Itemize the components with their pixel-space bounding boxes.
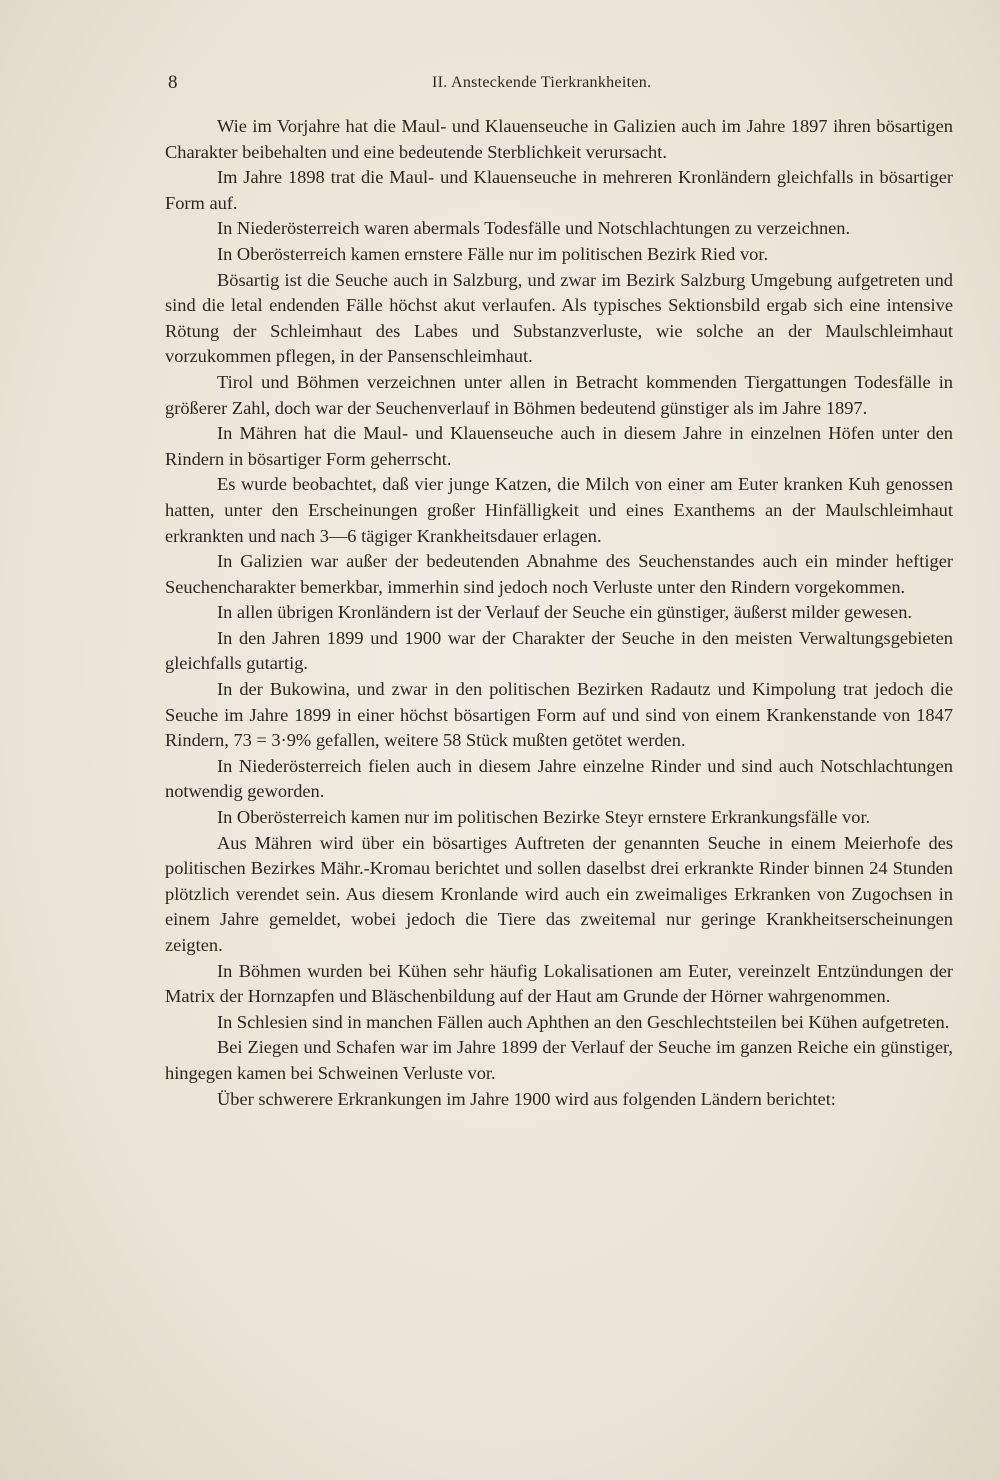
paragraph: In der Bukowina, und zwar in den politischen Bezirken Radautz und Kimpolung trat jedoch die Seuche im Jahre 1899 in einer höchst bösartigen Form auf und sind von einem Krankenstande von 1847 Rindern, 73 = 3·9% gefallen, weitere 58 Stück mußten getötet werden. — [165, 679, 953, 751]
paragraph: In Galizien war außer der bedeutenden Abnahme des Seuchenstandes auch ein minder heftiger Seuchencharakter bemerkbar, immerhin sind jedoch noch Verluste unter den Rindern vorgekommen. — [165, 551, 953, 597]
paragraph: In Schlesien sind in manchen Fällen auch Aphthen an den Geschlechtsteilen bei Kühen aufgetreten. — [217, 1011, 950, 1032]
paragraph: In Mähren hat die Maul- und Klauenseuche auch in diesem Jahre in einzelnen Höfen unter den Rindern in bösartiger Form geherrscht. — [165, 423, 953, 469]
paragraph: Wie im Vorjahre hat die Maul- und Klauenseuche in Galizien auch im Jahre 1897 ihren bösartigen Charakter beibehalten und eine bedeutende Sterblichkeit verursacht. — [165, 116, 953, 162]
paragraph: Bösartig ist die Seuche auch in Salzburg, und zwar im Bezirk Salzburg Umgebung aufgetreten und sind die letal endenden Fälle höchst akut verlaufen. Als typisches Sektionsbild ergab sich eine intensive Rötung der Schleimhaut des Labes und Substanzverluste, wie solche an der Maulschleimhaut vorzukommen pflegen, in der Pansenschleimhaut. — [165, 269, 953, 367]
paragraph: In Böhmen wurden bei Kühen sehr häufig Lokalisationen am Euter, vereinzelt Entzündungen der Matrix der Hornzapfen und Bläschenbildung auf der Haut am Grunde der Hörner wahrgenommen. — [165, 960, 953, 1007]
paragraph: In Niederösterreich waren abermals Todesfälle und Notschlachtungen zu verzeichnen. — [217, 218, 851, 239]
running-title: II. Ansteckende Tierkrankheiten. — [432, 74, 652, 91]
paragraph: Im Jahre 1898 trat die Maul- und Klauenseuche in mehreren Kronländern gleichfalls in bösartiger Form auf. — [165, 167, 953, 213]
paragraph: Bei Ziegen und Schafen war im Jahre 1899 der Verlauf der Seuche im ganzen Reiche ein günstiger, hingegen kamen bei Schweinen Verluste vor. — [165, 1037, 953, 1083]
paragraph: In Niederösterreich fielen auch in diesem Jahre einzelne Rinder und sind auch Notschlachtungen notwendig geworden. — [165, 755, 953, 802]
paragraph: Tirol und Böhmen verzeichnen unter allen in Betracht kommenden Tiergattungen Todesfälle in größerer Zahl, doch war der Seuchenverlauf in Böhmen bedeutend günstiger als im Jahre 1897. — [165, 371, 953, 418]
paragraph: In allen übrigen Kronländern ist der Verlauf der Seuche ein günstiger, äußerst milder gewesen. — [217, 602, 912, 623]
page-number: 8 — [168, 72, 178, 93]
body-text — [165, 114, 953, 1112]
paragraph: In den Jahren 1899 und 1900 war der Charakter der Seuche in den meisten Verwaltungsgebieten gleichfalls gutartig. — [165, 627, 953, 674]
page-header — [168, 72, 958, 100]
paragraph: In Oberösterreich kamen nur im politischen Bezirke Steyr ernstere Erkrankungsfälle vor. — [217, 807, 871, 828]
paragraph: Aus Mähren wird über ein bösartiges Auftreten der genannten Seuche in einem Meierhofe des politischen Bezirkes Mähr.-Kromau berichtet und sollen daselbst drei erkrankte Rinder binnen 24 Stunden plötzlich verendet sein. Aus diesem Kronlande wird auch ein zweimaliges Erkranken von Zugochsen in einem Jahre gemeldet, wobei jedoch die Tiere das zweitemal nur geringe Krankheitserscheinungen zeigten. — [165, 832, 953, 955]
paragraph: Es wurde beobachtet, daß vier junge Katzen, die Milch von einer am Euter kranken Kuh genossen hatten, unter den Erscheinungen großer Hinfälligkeit und eines Exanthems an der Maulschleimhaut erkrankten und nach 3—6 tägiger Krankheitsdauer erlagen. — [165, 474, 953, 546]
paragraph: Über schwerere Erkrankungen im Jahre 1900 wird aus folgenden Ländern berichtet: — [217, 1088, 836, 1109]
paragraph: In Oberösterreich kamen ernstere Fälle nur im politischen Bezirk Ried vor. — [217, 243, 769, 264]
